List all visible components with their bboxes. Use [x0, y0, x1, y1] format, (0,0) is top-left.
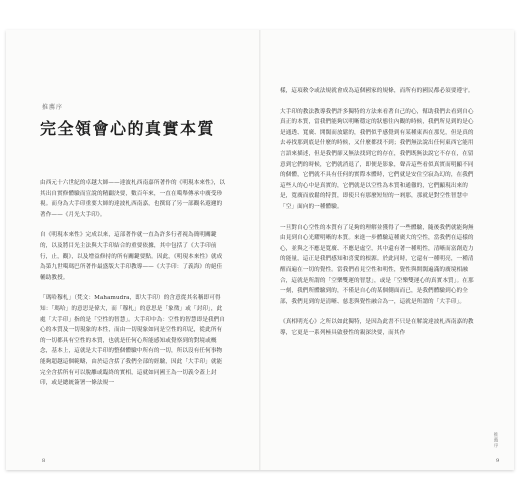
paragraph: 一旦對自心空性的本質有了足夠的理解並獲得了一些體驗，隨後我們就能夠無由見到自心光耀明晰的本質。來進一步體驗這種廣大的空性，當我們在這樣的心，並與之不應是寬廣、不應是虛空，其中還有著一種明性，清晰而富創造力的能量，這正是我們感知和喜愛的根源。於此同時，它還有一種明亮，一種清醒而遍在一切的覺性。當我們看見空性和明性，覺性與開闊遍滿的廣境相融合，這就是所謂的「空樂雙運的智慧」，或是「空樂雙運心的真實本質」。在那一刻，我們所體驗到的，不僅是自心的某個側面而已，是我們體驗到心的全部，我們見到的是清晰、慈悲與覺性融合為一，這就是所謂的「大手印」。	[280, 224, 474, 305]
paragraph: 樣，這項敕令或法規就會成為這個國家的規條，而所有的國民都必須要遵守。	[280, 88, 474, 94]
chapter-title: 完全領會心的真實本質	[40, 119, 216, 138]
running-head: 推薦序	[493, 432, 498, 449]
paragraph: 大手印的教法教導我們許多獨特的方法來看著自己的心，幫助我們去看到自心真正的本質，當我們能夠以明晰穩定的狀態往內觀的時候，我們所見到的是心是通透、寬廣、開闊而放鬆的，我們似乎感覺到有某種東西在那兒，但是真的去尋找那到底是什麼的時候，又什麼都找不到；我們無法說出任何東西它能用言語來描述，但是我們卻又無法找到它的存在，我們既無法說它不存在，在留意到它們的時候，它們就消退了，即便是影象，聲音這些看似真實而明顯不同的個體，它們就不具有任何的實際本體時，它們就是安住空寂為幻的，在我們這些人的心中是真實的，它們就是以空性為本質和通徹的，它們顯現出來的是，寬廣而放鬆的特質，即使只有那麼短短的一剎那，那就是對空性智慧中「空」面向的一種體驗。	[280, 108, 474, 210]
right-page	[260, 30, 514, 470]
paragraph: 《真相明光心》之所以如此獨特，是因為此書不只是在解說達波札西南嘉的教導，它更是一系列極具啟發性的親深決要，而其作	[280, 319, 474, 336]
left-page	[6, 30, 260, 470]
paragraph: 「瑪哈穆札」（梵文：Mahamudra，即大手印）的含意從其名稱即可得知：「瑪哈」的意思是偉大，而「穆札」的意思是「象徵」或「封印」，此處「大手印」指的是「空性的智慧」。大手印中為：空性的智慧即是我們自心的本質及一切現象的本性，而由一切現象如同是空性的印記，從此所有的一切都具有空性的本質，也就是任何心所能感知或覺察到的對境或概念，基本上，這就是大手印的整個體驗中所有的一切，所以沒有任何事物能夠超越這個範疇，由於這含括了我們全部的經驗，因此「大手印」就能完全含括所有可以脫離或臨終的實相，這就如同國王為一切義令蓋上封印，或是總統簽署一條法規一	[40, 295, 226, 387]
paragraph: 由西元十六世紀的卓越大師——達波札西南嘉所著作的《明現本來性》，以其出自實修體驗而宣說的精闢決要，數百年來，一直在噶舉傳承中廣受珍視。而身為大手印重要大師的達波札西南嘉，也撰寫了另一部觀名遐邇的著作——《月光大手印》。	[40, 180, 226, 218]
section-label: 推薦序	[42, 104, 64, 111]
page-number: 9	[496, 458, 500, 464]
page-number: 8	[42, 458, 46, 464]
book-spread	[6, 30, 514, 470]
paragraph: 自《明現本來性》完成以來，這部著作就一直為許多行者視為簡明關鍵的，以及將目光主法與大手印結合的重要依據，其中包括了《大手印前行，止，觀》，以及增益修持的所有關鍵要點。因此，《明現本來性》就成為第九世噶瑪巴所著作最盛版大手印教導——《大手印：了義海》的絕佳輔助教授。	[40, 232, 223, 281]
left-body-text	[40, 178, 226, 399]
right-body-text	[280, 86, 478, 348]
